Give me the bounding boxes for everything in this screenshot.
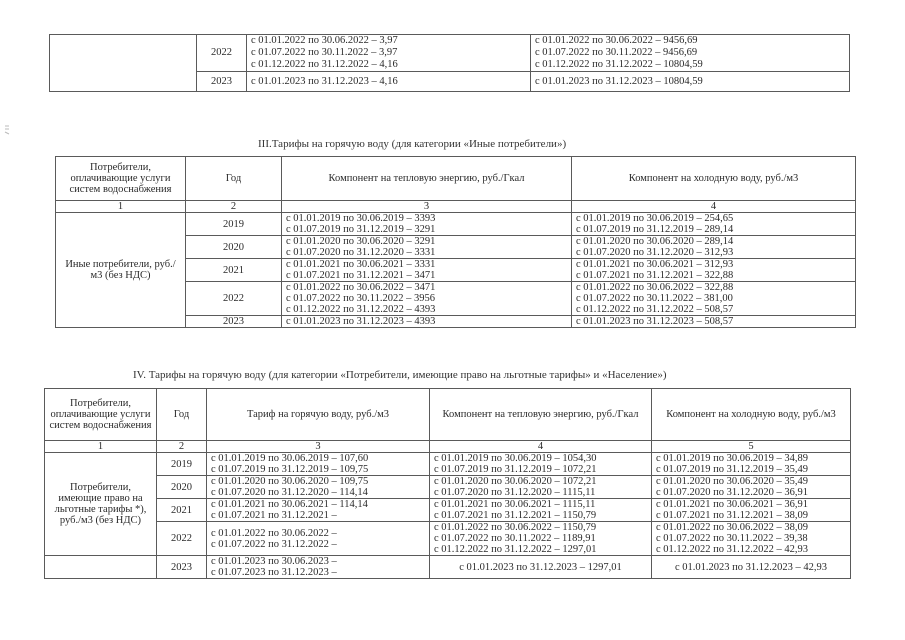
tariff-line: с 01.12.2022 по 31.12.2022 – 1297,01 (434, 544, 597, 555)
cold-cell (572, 259, 856, 282)
heat-cell (282, 236, 572, 259)
col-number: 1 (56, 201, 186, 213)
tariff-cell (247, 35, 531, 72)
tariff-line: с 01.12.2022 по 31.12.2022 – 42,93 (656, 544, 809, 555)
heat-cell (430, 453, 652, 476)
heat-cell (430, 556, 652, 579)
col-number: 4 (572, 201, 856, 213)
cold-cell (572, 236, 856, 259)
tariff-line: с 01.01.2022 по 30.06.2022 – 9456,69 (535, 35, 698, 46)
cold-cell (652, 476, 851, 499)
tariff-line: с 01.01.2020 по 30.06.2020 – 289,14 (576, 236, 734, 247)
col-header-cold: Компонент на холодную воду, руб./м3 (652, 389, 851, 441)
tariff-line: с 01.07.2022 по 30.11.2022 – 3,97 (251, 47, 398, 58)
heat-cell (282, 316, 572, 328)
tariff-line: с 01.07.2023 по 31.12.2023 – (211, 567, 337, 578)
tariff-line: с 01.07.2020 по 31.12.2020 – 3331 (286, 247, 436, 258)
col-header-tariff: Тариф на горячую воду, руб./м3 (207, 389, 430, 441)
year-cell: 2023 (157, 556, 207, 579)
table-row (45, 499, 851, 522)
heat-cell (282, 282, 572, 316)
consumer-group-label: Иные потребители, руб./м3 (без НДС) (56, 213, 186, 328)
empty-consumer-cell (50, 35, 197, 92)
col-number: 5 (652, 441, 851, 453)
tariff-line: с 01.01.2021 по 30.06.2021 – 36,91 (656, 499, 809, 510)
cold-cell (652, 499, 851, 522)
tariff-line: с 01.07.2022 по 30.11.2022 – 39,38 (656, 533, 808, 544)
tariff-line: с 01.01.2022 по 30.06.2022 – 322,88 (576, 282, 734, 293)
tariff-line: с 01.12.2022 по 31.12.2022 – 10804,59 (535, 59, 703, 70)
year-cell: 2019 (157, 453, 207, 476)
header-row (56, 157, 856, 201)
tariff-line: с 01.07.2021 по 31.12.2021 – 1150,79 (434, 510, 597, 521)
table-row (45, 556, 851, 579)
tariff-line: с 01.01.2019 по 30.06.2019 – 107,60 (211, 453, 369, 464)
cold-cell (572, 213, 856, 236)
tariff-cell (207, 499, 430, 522)
tariff-line: с 01.07.2019 по 31.12.2019 – 35,49 (656, 464, 809, 475)
tariff-table-other-consumers (55, 156, 856, 328)
tariff-line: с 01.07.2022 по 30.11.2022 – 381,00 (576, 293, 733, 304)
margin-mark (4, 122, 10, 132)
year-cell: 2022 (197, 35, 247, 72)
tariff-line: с 01.07.2020 по 31.12.2020 – 312,93 (576, 247, 734, 258)
number-row (56, 201, 856, 213)
tariff-cell (207, 522, 430, 556)
header-row (45, 389, 851, 441)
tariff-line: с 01.07.2019 по 31.12.2019 – 3291 (286, 224, 436, 235)
tariff-line: с 01.01.2019 по 30.06.2019 – 34,89 (656, 453, 809, 464)
tariff-line: с 01.07.2021 по 31.12.2021 – (211, 510, 337, 521)
tariff-line: с 01.01.2019 по 30.06.2019 – 254,65 (576, 213, 734, 224)
tariff-line: с 01.01.2020 по 30.06.2020 – 109,75 (211, 476, 369, 487)
tariff-line: с 01.07.2021 по 31.12.2021 – 322,88 (576, 270, 734, 281)
cold-cell (572, 316, 856, 328)
tariff-cell (247, 72, 531, 92)
tariff-line: с 01.07.2020 по 31.12.2020 – 36,91 (656, 487, 809, 498)
tariff-line: с 01.01.2022 по 30.06.2022 – 3471 (286, 282, 436, 293)
col-number: 2 (157, 441, 207, 453)
tariff-line: с 01.07.2019 по 31.12.2019 – 1072,21 (434, 464, 597, 475)
col-header-cold: Компонент на холодную воду, руб./м3 (572, 157, 856, 201)
section-3-title: III.Тарифы на горячую воду (для категории «Иные потребители») (258, 138, 567, 150)
col-header-heat: Компонент на тепловую энергию, руб./Гкал (282, 157, 572, 201)
consumer-group-label: Потребители, имеющие право на льготные тарифы *), руб./м3 (без НДС) (45, 453, 157, 556)
tariff-line: с 01.12.2022 по 31.12.2022 – 4,16 (251, 59, 398, 70)
tariff-line: с 01.07.2019 по 31.12.2019 – 109,75 (211, 464, 369, 475)
tariff-line: с 01.01.2023 по 31.12.2023 – 508,57 (576, 316, 734, 327)
year-cell: 2021 (157, 499, 207, 522)
table-row (45, 522, 851, 556)
tariff-line: с 01.01.2023 по 31.12.2023 – 1297,01 (459, 561, 622, 573)
col-header-consumers: Потребители, оплачивающие услуги систем водоснабжения (45, 389, 157, 441)
tariff-cell (207, 453, 430, 476)
cold-cell (652, 453, 851, 476)
col-header-heat: Компонент на тепловую энергию, руб./Гкал (430, 389, 652, 441)
heat-cell (430, 499, 652, 522)
year-cell: 2023 (186, 316, 282, 328)
col-header-year: Год (157, 389, 207, 441)
year-cell: 2021 (186, 259, 282, 282)
tariff-line: с 01.07.2022 по 31.12.2022 – (211, 538, 337, 550)
tariff-line: с 01.01.2021 по 30.06.2021 – 312,93 (576, 259, 734, 270)
tariff-line: с 01.07.2020 по 31.12.2020 – 1115,11 (434, 487, 596, 498)
tariff-line: с 01.01.2022 по 30.06.2022 – 1150,79 (434, 522, 597, 533)
tariff-line: с 01.07.2019 по 31.12.2019 – 289,14 (576, 224, 734, 235)
tariff-line: с 01.07.2022 по 30.11.2022 – 3956 (286, 293, 436, 304)
tariff-line: с 01.01.2020 по 30.06.2020 – 35,49 (656, 476, 809, 487)
tariff-line: с 01.12.2022 по 31.12.2022 – 4393 (286, 304, 436, 315)
table-row (45, 476, 851, 499)
year-cell: 2020 (186, 236, 282, 259)
tariff-table-continuation (49, 34, 850, 92)
table-row (45, 453, 851, 476)
tariff-line: с 01.01.2021 по 30.06.2021 – 3331 (286, 259, 436, 270)
col-number: 3 (207, 441, 430, 453)
tariff-line: с 01.01.2020 по 30.06.2020 – 3291 (286, 236, 436, 247)
tariff-line: с 01.01.2023 по 31.12.2023 – 42,93 (674, 561, 828, 573)
tariff-cell (207, 556, 430, 579)
heat-cell (430, 476, 652, 499)
col-number: 2 (186, 201, 282, 213)
year-cell: 2022 (157, 522, 207, 556)
col-number: 4 (430, 441, 652, 453)
tariff-line: с 01.07.2022 по 30.11.2022 – 9456,69 (535, 47, 698, 58)
tariff-line: с 01.07.2021 по 31.12.2021 – 3471 (286, 270, 436, 281)
tariff-cell (531, 35, 850, 72)
col-header-consumers: Потребители, оплачивающие услуги систем водоснабжения (56, 157, 186, 201)
tariff-line: с 01.01.2022 по 30.06.2022 – 3,97 (251, 35, 398, 46)
cold-cell (572, 282, 856, 316)
tariff-line: с 01.01.2021 по 30.06.2021 – 1115,11 (434, 499, 596, 510)
section-4-title: IV. Тарифы на горячую воду (для категории «Потребители, имеющие право на льготные тарифы» и «Население») (133, 369, 667, 381)
year-cell: 2022 (186, 282, 282, 316)
tariff-line: с 01.07.2022 по 30.11.2022 – 1189,91 (434, 533, 596, 544)
col-number: 3 (282, 201, 572, 213)
tariff-line: с 01.01.2021 по 30.06.2021 – 114,14 (211, 499, 368, 510)
tariff-cell (531, 72, 850, 92)
tariff-line: с 01.01.2019 по 30.06.2019 – 3393 (286, 213, 436, 224)
year-cell: 2019 (186, 213, 282, 236)
heat-cell (282, 259, 572, 282)
cold-cell (652, 522, 851, 556)
tariff-line: с 01.01.2023 по 31.12.2023 – 4393 (286, 316, 436, 327)
col-header-year: Год (186, 157, 282, 201)
year-cell: 2020 (157, 476, 207, 499)
tariff-line: с 01.01.2022 по 30.06.2022 – (211, 527, 337, 539)
table-row (50, 35, 850, 72)
tariff-line: с 01.07.2021 по 31.12.2021 – 38,09 (656, 510, 809, 521)
number-row (45, 441, 851, 453)
tariff-line: с 01.01.2020 по 30.06.2020 – 1072,21 (434, 476, 597, 487)
tariff-line: с 01.12.2022 по 31.12.2022 – 508,57 (576, 304, 734, 315)
tariff-line: с 01.01.2023 по 31.12.2023 – 10804,59 (535, 75, 703, 87)
cold-cell (652, 556, 851, 579)
tariff-line: с 01.01.2023 по 30.06.2023 – (211, 556, 337, 567)
empty-consumer-cell (45, 556, 157, 579)
table-row (56, 213, 856, 236)
tariff-table-preferential (44, 388, 851, 579)
tariff-line: с 01.01.2023 по 31.12.2023 – 4,16 (251, 75, 398, 87)
tariff-cell (207, 476, 430, 499)
heat-cell (282, 213, 572, 236)
col-number: 1 (45, 441, 157, 453)
tariff-line: с 01.07.2020 по 31.12.2020 – 114,14 (211, 487, 368, 498)
tariff-line: с 01.01.2019 по 30.06.2019 – 1054,30 (434, 453, 597, 464)
tariff-line: с 01.01.2022 по 30.06.2022 – 38,09 (656, 522, 809, 533)
heat-cell (430, 522, 652, 556)
year-cell: 2023 (197, 72, 247, 92)
